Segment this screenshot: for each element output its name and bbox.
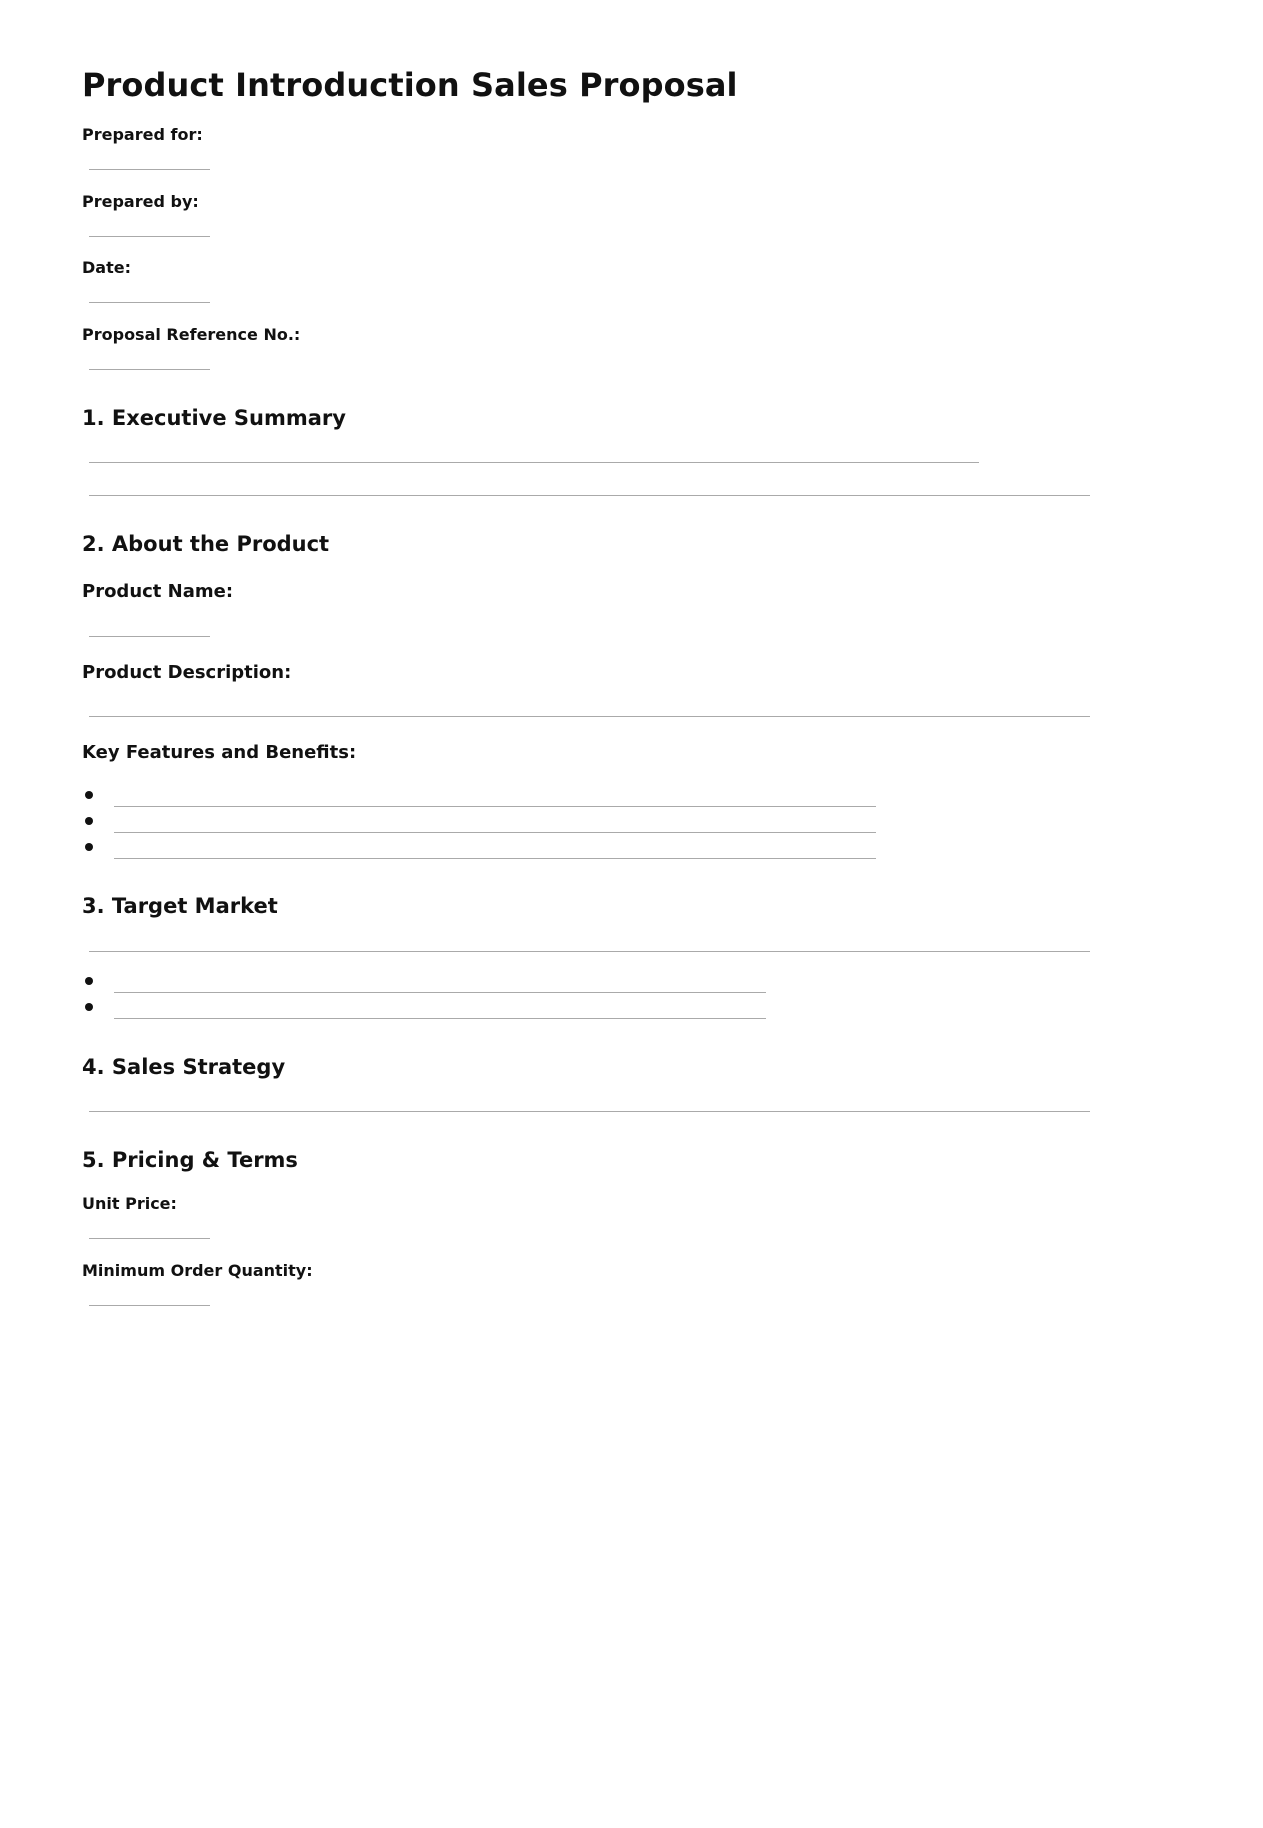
prepared-by-line[interactable] [89,236,210,237]
section-pricing-terms-heading: 5. Pricing & Terms [82,1148,298,1172]
section-executive-summary-heading: 1. Executive Summary [82,406,346,430]
prepared-by-label: Prepared by: [82,192,199,211]
section-target-market-heading: 3. Target Market [82,894,278,918]
minimum-order-line[interactable] [89,1305,210,1306]
feature-line-2[interactable] [114,832,876,833]
unit-price-label: Unit Price: [82,1194,177,1213]
reference-line[interactable] [89,369,210,370]
product-name-line[interactable] [89,636,210,637]
sales-strategy-line[interactable] [89,1111,1090,1112]
feature-line-3[interactable] [114,858,876,859]
feature-bullet-3 [85,843,93,851]
product-name-label: Product Name: [82,581,234,602]
executive-summary-line-1[interactable] [89,462,979,463]
key-features-label: Key Features and Benefits: [82,742,357,763]
prepared-for-line[interactable] [89,169,210,170]
product-description-line[interactable] [89,716,1090,717]
prepared-for-label: Prepared for: [82,125,203,144]
target-bullet-1 [85,977,93,985]
date-label: Date: [82,258,131,277]
target-item-line-1[interactable] [114,992,766,993]
product-description-label: Product Description: [82,662,292,683]
target-item-line-2[interactable] [114,1018,766,1019]
reference-label: Proposal Reference No.: [82,325,301,344]
feature-bullet-2 [85,817,93,825]
section-sales-strategy-heading: 4. Sales Strategy [82,1055,286,1079]
target-market-line[interactable] [89,951,1090,952]
minimum-order-label: Minimum Order Quantity: [82,1261,313,1280]
target-bullet-2 [85,1003,93,1011]
unit-price-line[interactable] [89,1238,210,1239]
date-line[interactable] [89,302,210,303]
section-about-product-heading: 2. About the Product [82,532,330,556]
executive-summary-line-2[interactable] [89,495,1090,496]
feature-bullet-1 [85,791,93,799]
feature-line-1[interactable] [114,806,876,807]
document-title: Product Introduction Sales Proposal [82,66,738,104]
